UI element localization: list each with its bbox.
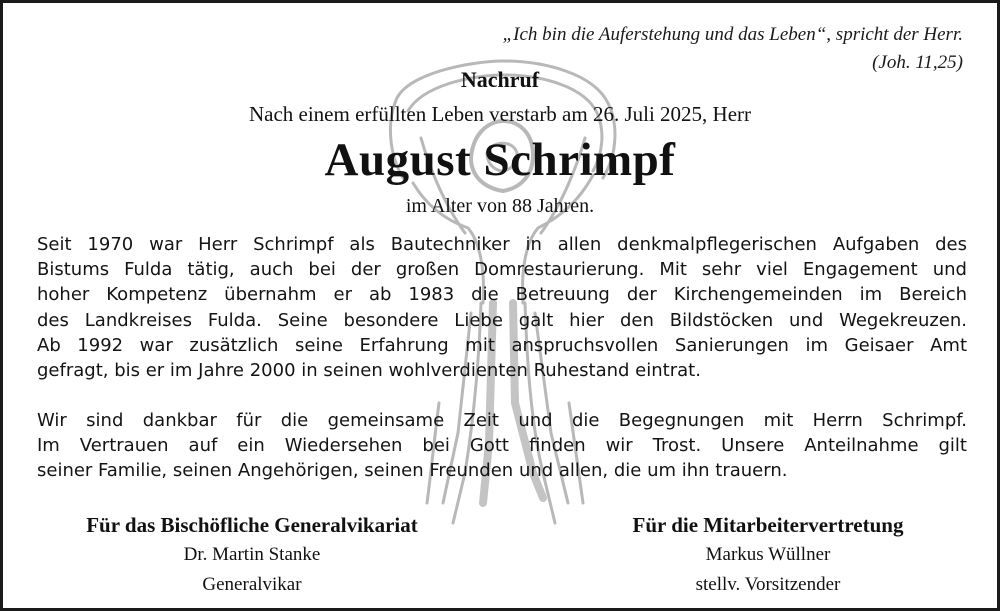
- notice-title: Nachruf: [460, 67, 540, 92]
- signature-organization: Für die Mitarbeitervertretung: [632, 513, 904, 537]
- deceased-name: August Schrimpf: [324, 134, 676, 186]
- paragraph-line: Ab 1992 war zusätzlich seine Erfahrung mit anspruchsvollen Sanierungen im Geisaer Amt: [37, 334, 967, 356]
- paragraph-line: Wir sind dankbar für die gemeinsame Zeit und die Begegnungen mit Herrn Schrimpf.: [37, 410, 967, 431]
- signature-organization: Für das Bischöfliche Generalvikariat: [86, 513, 418, 537]
- age-line: im Alter von 88 Jahren.: [405, 195, 595, 217]
- signature-block-vicariate: [32, 510, 472, 600]
- condolence-paragraph: [37, 408, 967, 484]
- paragraph-line: gefragt, bis er im Jahre 2000 in seinen wohlverdienten Ruhestand eintrat.: [37, 360, 701, 382]
- paragraph-line: des Landkreises Fulda. Seine besondere Liebe galt hier den Bildstöcken und Wegekreuzen.: [37, 309, 967, 331]
- paragraph-line: Seit 1970 war Herr Schrimpf als Bautechniker in allen denkmalpflegerischen Aufgaben des: [37, 234, 967, 255]
- paragraph-line: hoher Kompetenz übernahm er ab 1983 die Betreuung der Kirchengemeinden im Bereich: [37, 284, 967, 306]
- paragraph-line: Bistums Fulda tätig, auch bei der großen Domrestaurierung. Mit sehr viel Engagement und: [37, 259, 967, 281]
- verse-quote: „Ich bin die Auferstehung und das Leben“, spricht der Herr.: [502, 24, 963, 45]
- verse-reference: (Joh. 11,25): [872, 52, 963, 73]
- signature-role: Generalvikar: [202, 574, 302, 595]
- signature-person: Dr. Martin Stanke: [183, 544, 321, 565]
- paragraph-line: Im Vertrauen auf ein Wiedersehen bei Gott finden wir Trost. Unsere Anteilnahme gilt: [37, 435, 967, 457]
- signature-person: Markus Wüllner: [705, 544, 831, 565]
- signature-role: stellv. Vorsitzender: [695, 574, 841, 595]
- paragraph-line: seiner Familie, seinen Angehörigen, seinen Freunden und allen, die um ihn trauern.: [37, 460, 788, 482]
- intro-line: Nach einem erfüllten Leben verstarb am 26. Juli 2025, Herr: [248, 102, 752, 126]
- signature-block-staff-council: [548, 510, 988, 600]
- biography-paragraph: [37, 232, 967, 383]
